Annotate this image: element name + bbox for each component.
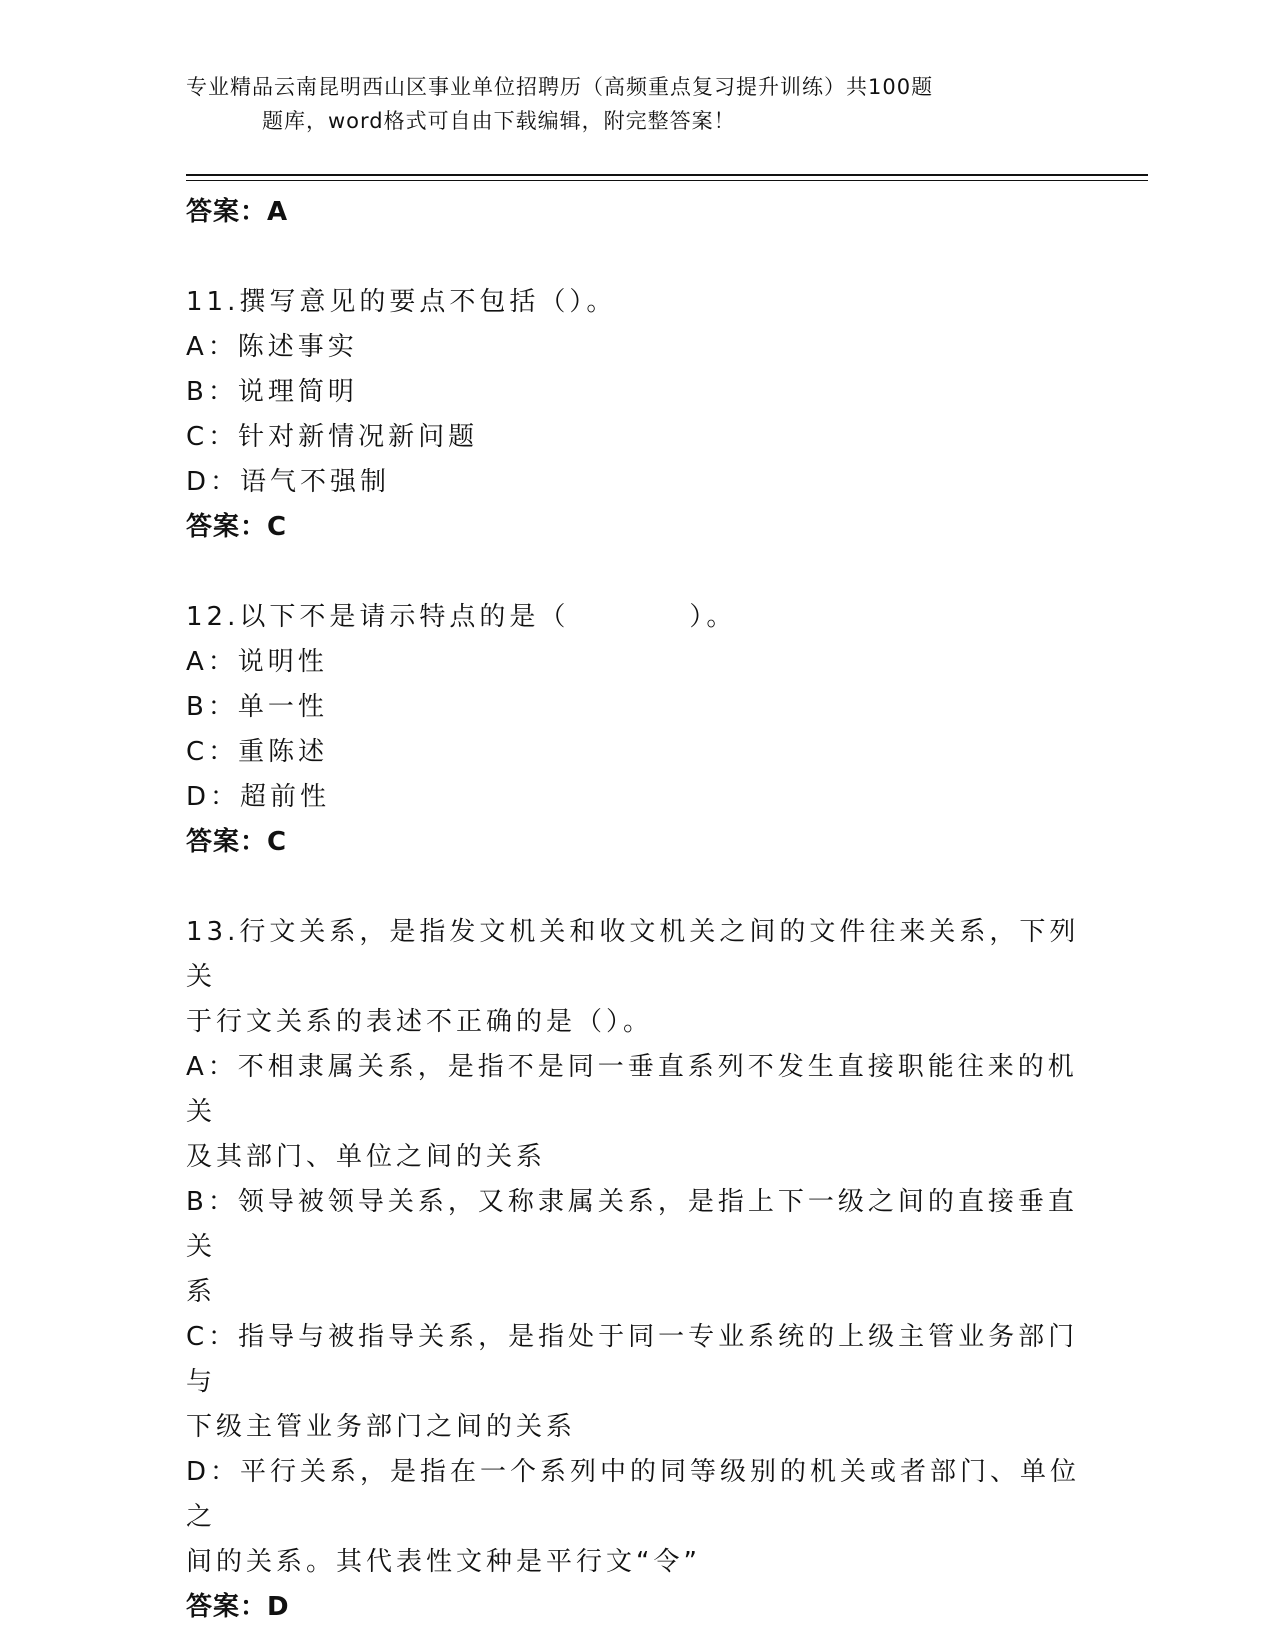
option-b-line-2: 系 [186, 1277, 217, 1307]
option-b: B：说理简明 [186, 377, 358, 407]
option-d-line-2: 间的关系。其代表性文种是平行文“令” [186, 1547, 701, 1577]
questions-content [186, 190, 1086, 1630]
answer-line: 答案：D [186, 1592, 290, 1622]
option-c: C：重陈述 [186, 737, 329, 767]
question-stem: 11.撰写意见的要点不包括（）。 [186, 287, 617, 317]
option-d-line-1: D：平行关系，是指在一个系列中的同等级别的机关或者部门、单位之 [186, 1457, 1081, 1532]
option-c-line-1: C：指导与被指导关系，是指处于同一专业系统的上级主管业务部门与 [186, 1322, 1079, 1397]
option-a-line-1: A：不相隶属关系，是指不是同一垂直系列不发生直接职能往来的机关 [186, 1052, 1078, 1127]
question-block [186, 910, 1086, 1630]
question-block [186, 280, 1086, 550]
option-d: D：超前性 [186, 782, 331, 812]
spacer [186, 235, 1086, 280]
question-stem: 12.以下不是请示特点的是（ ）。 [186, 602, 737, 632]
header-title-line-1: 专业精品云南昆明西山区事业单位招聘历（高频重点复习提升训练）共100题 [186, 75, 934, 99]
header-divider-thin [186, 180, 1148, 181]
option-a: A：陈述事实 [186, 332, 358, 362]
spacer [186, 550, 1086, 595]
question-stem-line-1: 13.行文关系，是指发文机关和收文机关之间的文件往来关系，下列关 [186, 917, 1080, 992]
option-a: A：说明性 [186, 647, 328, 677]
question-stem-line-2: 于行文关系的表述不正确的是（）。 [186, 1007, 654, 1037]
option-d: D：语气不强制 [186, 467, 391, 497]
header-divider-thick [186, 174, 1148, 176]
option-b-line-1: B：领导被领导关系，又称隶属关系，是指上下一级之间的直接垂直关 [186, 1187, 1078, 1262]
question-block [186, 595, 1086, 865]
spacer [186, 865, 1086, 910]
answer-line: 答案：C [186, 512, 288, 542]
page-header [186, 70, 1066, 138]
previous-answer: 答案：A [186, 197, 289, 227]
answer-line: 答案：C [186, 827, 288, 857]
header-title-line-2: 题库，word格式可自由下载编辑，附完整答案！ [262, 109, 736, 133]
option-c-line-2: 下级主管业务部门之间的关系 [186, 1412, 577, 1442]
option-c: C：针对新情况新问题 [186, 422, 479, 452]
option-b: B：单一性 [186, 692, 328, 722]
option-a-line-2: 及其部门、单位之间的关系 [186, 1142, 547, 1172]
